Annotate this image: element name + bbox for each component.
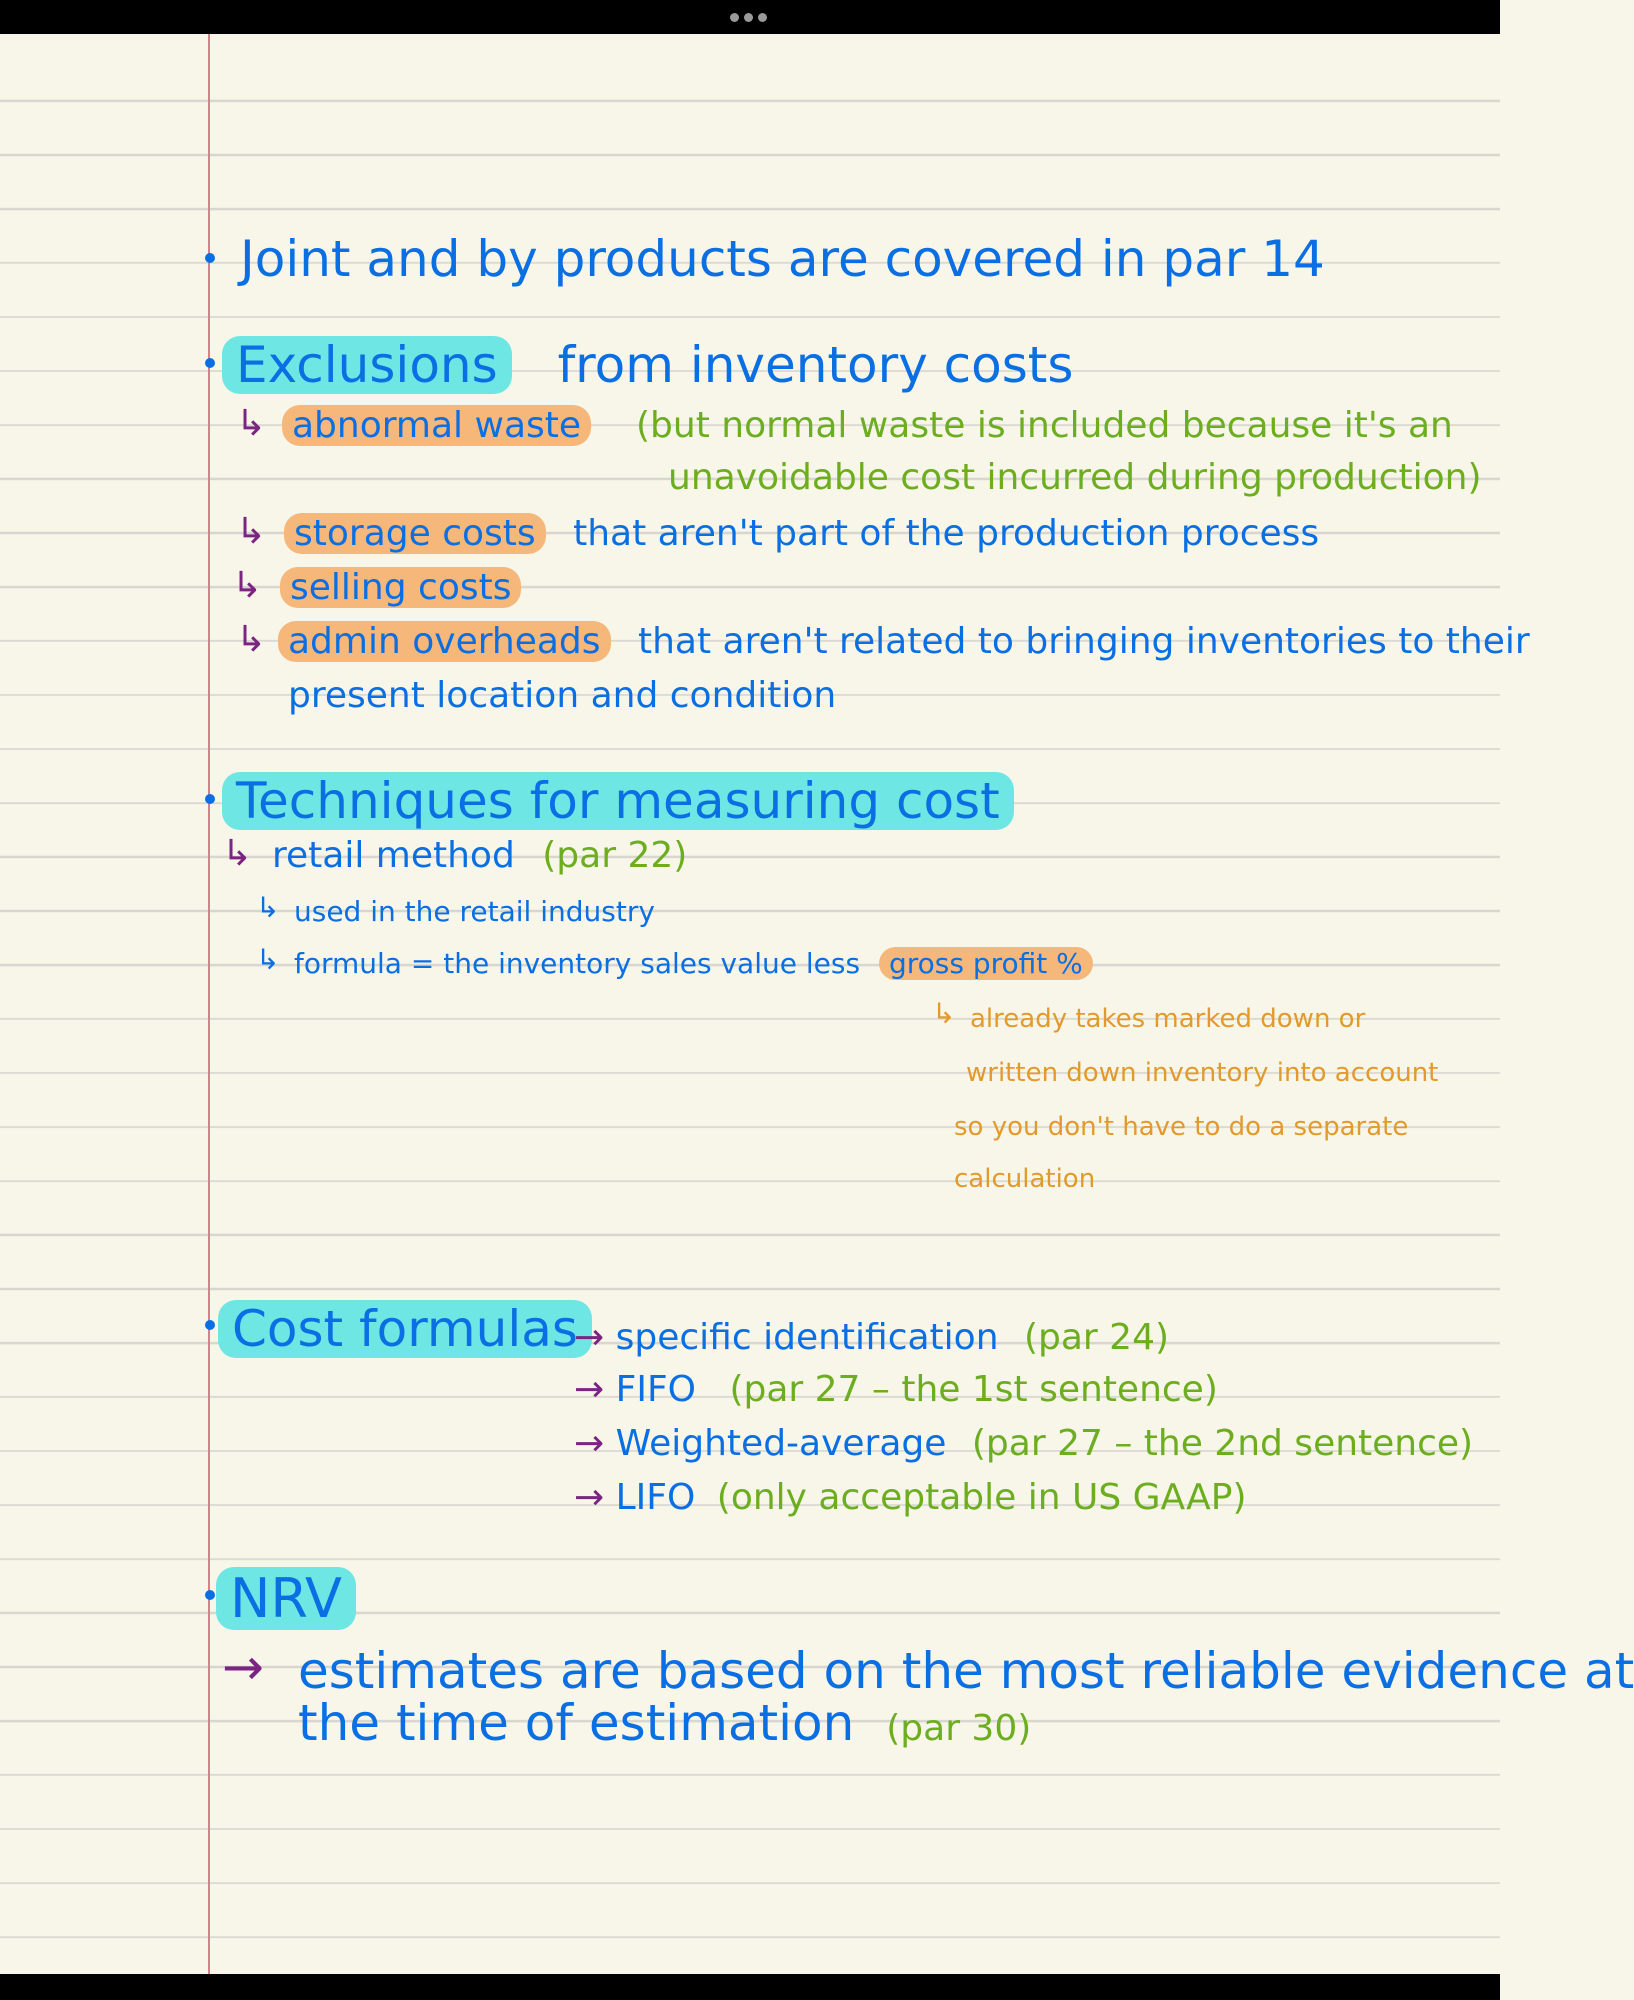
- hook-arrow-icon: ↳: [232, 565, 263, 606]
- bullet-dot-icon: [205, 1320, 215, 1330]
- exclusion-selling-costs: selling costs: [280, 570, 521, 606]
- bullet-dot-icon: [205, 1590, 215, 1600]
- cost-formulas-heading: Cost formulas: [218, 1304, 592, 1354]
- techniques-heading: Techniques for measuring cost: [222, 776, 1014, 826]
- hook-arrow-icon: ↳: [236, 511, 267, 552]
- arrow-icon: →: [574, 1317, 605, 1358]
- notebook-page: [0, 34, 1634, 1974]
- exclusion-abnormal-waste: abnormal waste: [282, 408, 591, 444]
- exclusion-admin-overheads: admin overheads that aren't related to bringing inventories to their: [278, 624, 1530, 660]
- arrow-icon: →: [574, 1477, 605, 1518]
- margin-line: [208, 34, 210, 1974]
- nrv-heading: NRV: [216, 1572, 356, 1626]
- bullet-dot-icon: [205, 253, 215, 263]
- abnormal-waste-note: (but normal waste is included because it's an: [636, 405, 1453, 446]
- admin-overheads-cont: present location and condition: [288, 675, 837, 716]
- hook-arrow-icon: ↳: [256, 891, 280, 924]
- arrow-icon: →: [222, 1638, 264, 1696]
- gross-profit-note-2: written down inventory into account: [966, 1058, 1439, 1088]
- exclusions-heading: Exclusions from inventory costs: [222, 340, 1073, 390]
- gross-profit-note: already takes marked down or: [970, 1004, 1366, 1034]
- exclusion-storage-costs: storage costs that aren't part of the production process: [284, 516, 1319, 552]
- hook-arrow-icon: ↳: [236, 403, 267, 444]
- exclusions-highlight: Exclusions: [222, 336, 512, 394]
- cost-formula-item: → LIFO (only acceptable in US GAAP): [574, 1477, 1247, 1518]
- hook-arrow-icon: ↳: [236, 619, 267, 660]
- note-joint-products: Joint and by products are covered in par 14: [240, 230, 1325, 288]
- nrv-note-cont: the time of estimation (par 30): [298, 1694, 1032, 1752]
- retail-formula: formula = the inventory sales value less gross profit %: [294, 950, 1093, 978]
- hook-arrow-icon: ↳: [932, 997, 956, 1030]
- arrow-icon: ↳: [222, 833, 253, 874]
- cost-formula-item: → Weighted-average (par 27 – the 2nd sentence): [574, 1423, 1474, 1464]
- top-bar: [0, 0, 1500, 34]
- cost-formula-item: → FIFO (par 27 – the 1st sentence): [574, 1369, 1218, 1410]
- hook-arrow-icon: ↳: [256, 943, 280, 976]
- bullet-dot-icon: [205, 794, 215, 804]
- nrv-note: estimates are based on the most reliable evidence at: [298, 1642, 1634, 1700]
- multitask-handle-icon[interactable]: [730, 13, 767, 22]
- arrow-icon: →: [574, 1369, 605, 1410]
- retail-used: used in the retail industry: [294, 895, 655, 928]
- arrow-icon: →: [574, 1423, 605, 1464]
- abnormal-waste-note-cont: unavoidable cost incurred during production): [668, 457, 1482, 498]
- cost-formula-item: → specific identification (par 24): [574, 1317, 1170, 1358]
- bullet-dot-icon: [205, 358, 215, 368]
- retail-method: retail method (par 22): [272, 835, 688, 876]
- gross-profit-note-3: so you don't have to do a separate: [954, 1112, 1409, 1142]
- bottom-bar: [0, 1974, 1500, 2000]
- gross-profit-note-4: calculation: [954, 1164, 1096, 1194]
